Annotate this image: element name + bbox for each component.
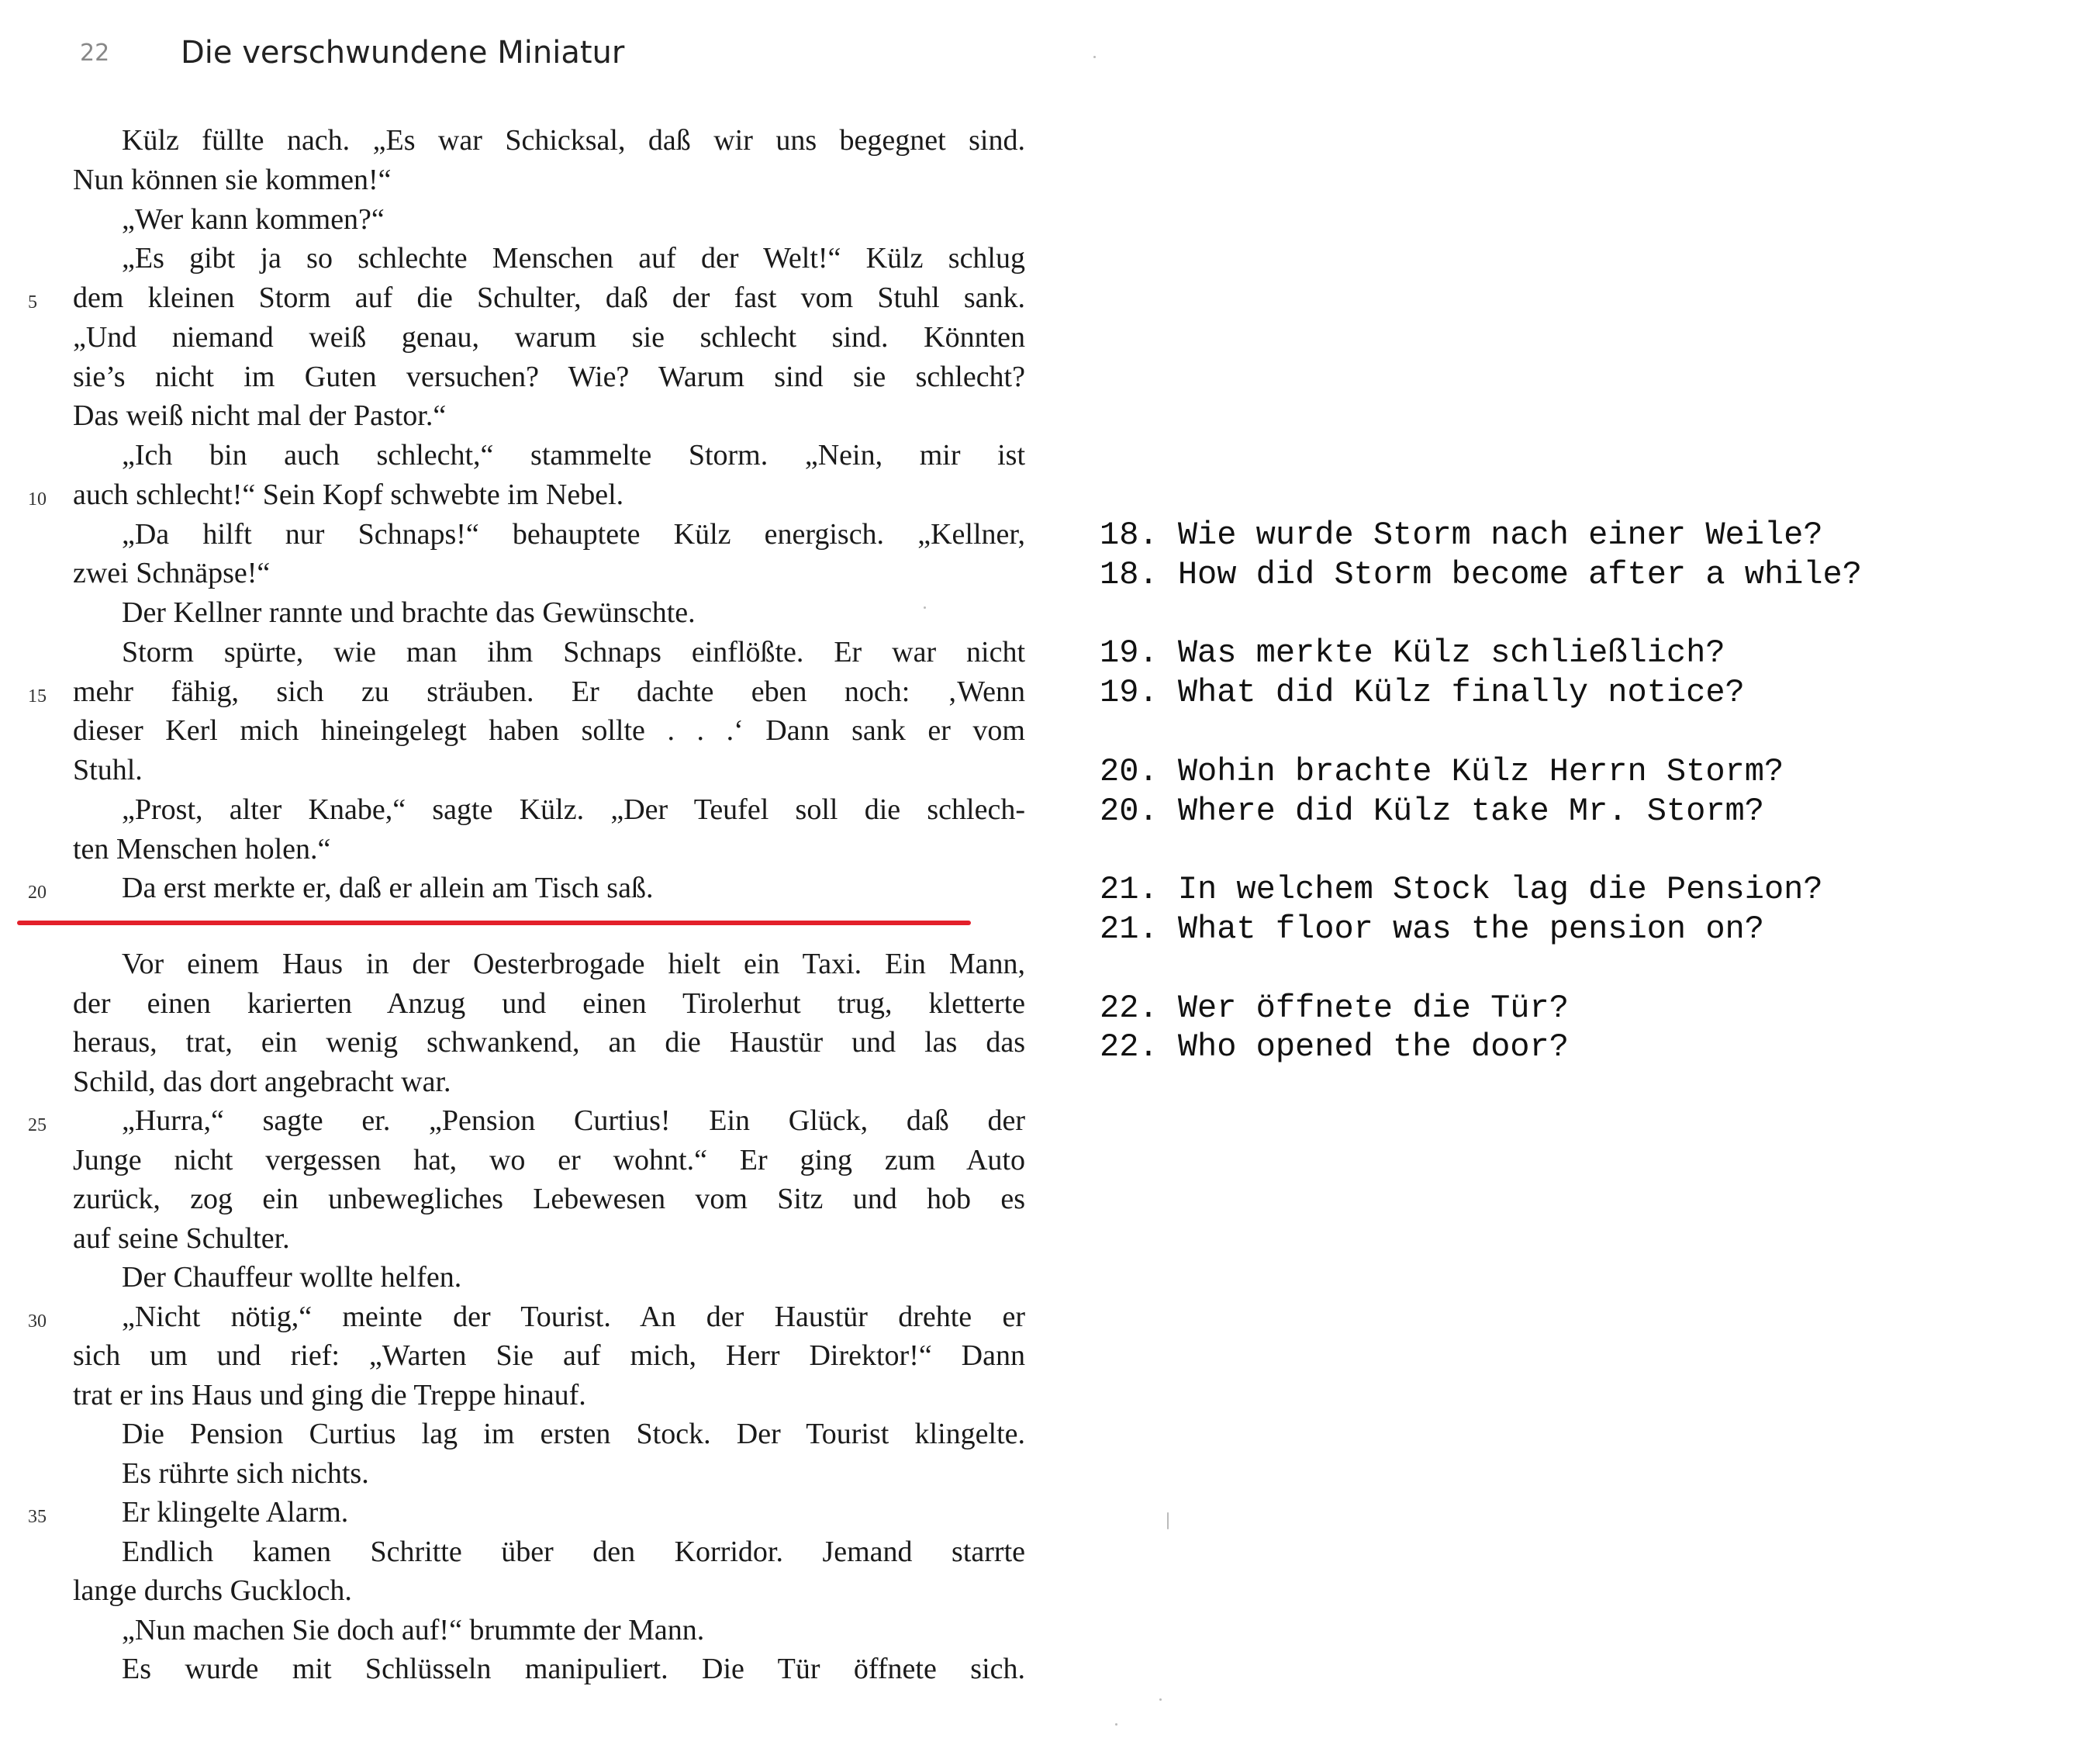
question-line: 22. Who opened the door? xyxy=(1100,1028,1569,1066)
text-line: „Und niemand weiß genau, warum sie schlecht sind. Könnten xyxy=(73,320,1025,354)
line-number: 35 xyxy=(28,1507,47,1527)
text-line: mehr fähig, sich zu sträuben. Er dachte eben noch: ‚Wenn xyxy=(73,675,1025,708)
text-line: trat er ins Haus und ging die Treppe hinauf. xyxy=(73,1378,586,1411)
text-line: dem kleinen Storm auf die Schulter, daß der fast vom Stuhl sank. xyxy=(73,282,1025,314)
text-line: sie’s nicht im Guten versuchen? Wie? Warum sind sie schlecht? xyxy=(73,360,1025,393)
question-line: 18. How did Storm become after a while? xyxy=(1100,555,1862,593)
text-line: Nun können sie kommen!“ xyxy=(73,163,392,196)
question-line: 21. In welchem Stock lag die Pension? xyxy=(1100,871,1823,909)
line-number: 20 xyxy=(28,883,47,903)
scan-speck xyxy=(1093,56,1096,58)
page-number: 22 xyxy=(80,40,110,67)
text-line: „Nun machen Sie doch auf!“ brummte der Mann. xyxy=(122,1613,705,1646)
text-line: „Es gibt ja so schlechte Menschen auf der Welt!“ Külz schlug xyxy=(122,242,1025,275)
text-line: Es rührte sich nichts. xyxy=(122,1456,369,1490)
text-line: „Hurra,“ sagte er. „Pension Curtius! Ein Glück, daß der xyxy=(122,1104,1025,1137)
text-line: zwei Schnäpse!“ xyxy=(73,557,271,590)
text-line: Der Chauffeur wollte helfen. xyxy=(122,1261,462,1294)
question-line: 20. Where did Külz take Mr. Storm? xyxy=(1100,792,1764,830)
text-line: Das weiß nicht mal der Pastor.“ xyxy=(73,399,447,433)
section-divider xyxy=(17,921,971,925)
question-line: 19. What did Külz finally notice? xyxy=(1100,674,1745,712)
text-line: der einen karierten Anzug und einen Tirolerhut trug, kletterte xyxy=(73,986,1025,1020)
text-line: „Prost, alter Knabe,“ sagte Külz. „Der Teufel soll die schlech- xyxy=(122,793,1025,826)
text-line: ten Menschen holen.“ xyxy=(73,832,331,865)
text-line: Er klingelte Alarm. xyxy=(122,1496,349,1529)
text-line: Junge nicht vergessen hat, wo er wohnt.“ Er ging zum Auto xyxy=(73,1143,1025,1176)
text-line: „Da hilft nur Schnaps!“ behauptete Külz energisch. „Kellner, xyxy=(122,517,1025,551)
line-number: 10 xyxy=(28,489,47,510)
scan-speck xyxy=(1115,1723,1117,1726)
question-line: 19. Was merkte Külz schließlich? xyxy=(1100,634,1725,672)
text-line: heraus, trat, ein wenig schwankend, an die Haustür und las das xyxy=(73,1026,1025,1059)
running-title: Die verschwundene Miniatur xyxy=(181,35,625,71)
text-line: Die Pension Curtius lag im ersten Stock. Der Tourist klingelte. xyxy=(122,1418,1025,1450)
question-line: 21. What floor was the pension on? xyxy=(1100,910,1764,948)
line-number: 5 xyxy=(28,292,37,313)
line-number: 25 xyxy=(28,1115,47,1135)
text-line: „Ich bin auch schlecht,“ stammelte Storm. „Nein, mir ist xyxy=(122,439,1025,472)
text-line: Vor einem Haus in der Oesterbrogade hielt ein Taxi. Ein Mann, xyxy=(122,948,1025,980)
text-line: sich um und rief: „Warten Sie auf mich, Herr Direktor!“ Dann xyxy=(73,1339,1025,1372)
scan-speck xyxy=(924,606,926,609)
question-line: 18. Wie wurde Storm nach einer Weile? xyxy=(1100,517,1823,554)
question-line: 22. Wer öffnete die Tür? xyxy=(1100,989,1569,1027)
text-line: „Wer kann kommen?“ xyxy=(122,202,385,236)
line-number: 30 xyxy=(28,1311,47,1332)
text-line: Da erst merkte er, daß er allein am Tisch saß. xyxy=(122,872,654,905)
text-line: Es wurde mit Schlüsseln manipuliert. Die Tür öffnete sich. xyxy=(122,1653,1025,1685)
text-line: Külz füllte nach. „Es war Schicksal, daß wir uns begegnet sind. xyxy=(122,124,1025,157)
text-line: dieser Kerl mich hineingelegt haben sollte . . .‘ Dann sank er vom xyxy=(73,714,1025,748)
text-line: Stuhl. xyxy=(73,754,143,786)
text-line: auch schlecht!“ Sein Kopf schwebte im Nebel. xyxy=(73,478,624,511)
text-line: zurück, zog ein unbewegliches Lebewesen vom Sitz und hob es xyxy=(73,1183,1025,1215)
text-line: „Nicht nötig,“ meinte der Tourist. An der Haustür drehte er xyxy=(122,1300,1025,1333)
scan-speck xyxy=(1159,1698,1162,1701)
text-line: lange durchs Guckloch. xyxy=(73,1574,352,1607)
text-line: auf seine Schulter. xyxy=(73,1221,290,1255)
question-line: 20. Wohin brachte Külz Herrn Storm? xyxy=(1100,752,1784,790)
text-line: Endlich kamen Schritte über den Korridor. Jemand starrte xyxy=(122,1535,1025,1568)
line-number: 15 xyxy=(28,686,47,707)
text-line: Der Kellner rannte und brachte das Gewünschte. xyxy=(122,596,696,629)
scan-speck xyxy=(1167,1512,1169,1529)
text-line: Schild, das dort angebracht war. xyxy=(73,1065,451,1098)
text-line: Storm spürte, wie man ihm Schnaps einflößte. Er war nicht xyxy=(122,635,1025,669)
